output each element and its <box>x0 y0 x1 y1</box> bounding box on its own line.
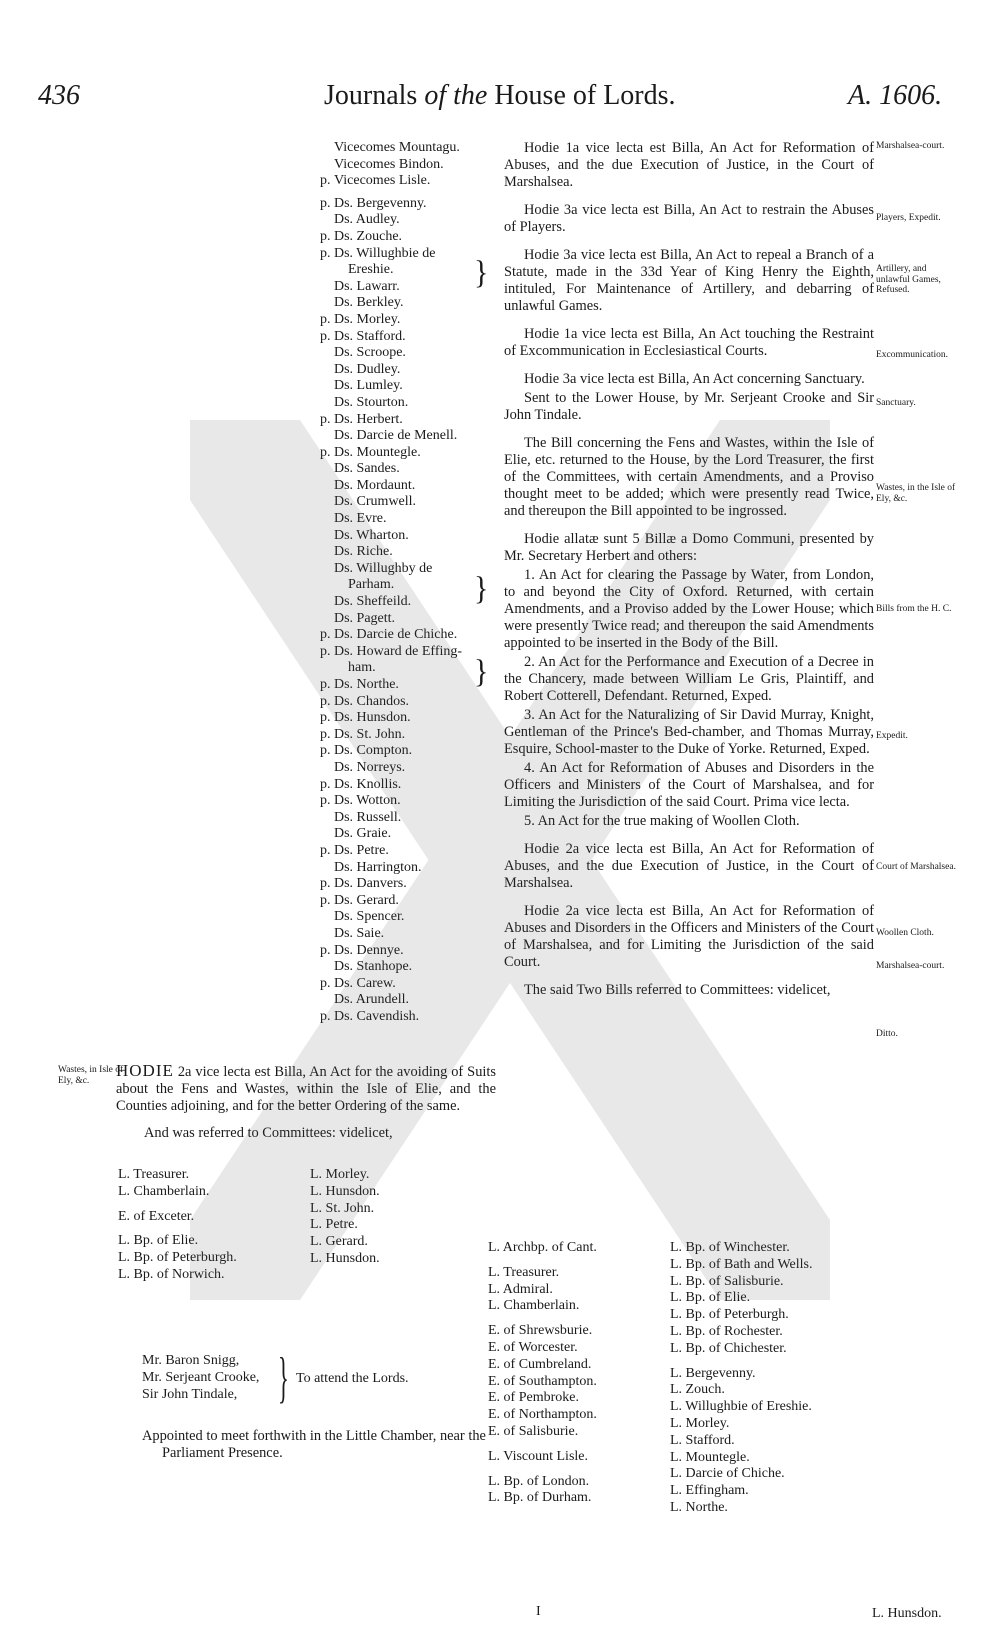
lord-entry <box>320 860 500 877</box>
entry-artillery: Hodie 3a vice lecta est Billa, An Act to repeal a Branch of a Statute, made in the 33d Year of King Henry the Eighth, intituled, For Maintenance of Artillery, and debarring of unlawful Games. <box>504 247 874 314</box>
present-mark: p. <box>320 842 331 858</box>
committee-member: L. Northe. <box>670 1499 728 1515</box>
lord-name: Ds. Sandes. <box>334 461 400 477</box>
lord-name: Ds. Mordaunt. <box>334 477 416 493</box>
committee-member: L. Archbp. of Cant. <box>488 1240 597 1255</box>
committee-member: L. Gerard. <box>310 1234 368 1250</box>
brace: } <box>474 652 489 690</box>
lord-entry <box>320 173 500 190</box>
committee-member <box>670 1358 813 1366</box>
lord-entry <box>320 727 500 744</box>
lord-name: Vicecomes Bindon. <box>334 156 444 172</box>
lord-name: Ds. Northe. <box>334 677 399 692</box>
lord-name: Ds. Zouche. <box>334 228 403 244</box>
lord-entry <box>320 694 500 711</box>
year: A. 1606. <box>848 80 943 111</box>
margin-note-artillery: Artillery, and unlawful Games, Refused. <box>876 264 941 295</box>
lord-name: Ds. Willughby de <box>334 560 433 576</box>
lord-entry <box>320 959 500 976</box>
lord-name: Ds. Dudley. <box>334 361 401 377</box>
lord-name: Ds. Scroope. <box>334 345 406 361</box>
lord-entry <box>320 677 500 694</box>
lord-entry <box>320 345 500 362</box>
present-mark: p. <box>320 793 331 809</box>
committee-member: L. Stafford. <box>670 1432 735 1448</box>
lord-entry <box>320 760 500 777</box>
lord-name: Vicecomes Mountagu. <box>334 140 460 155</box>
committee-member: E. of Worcester. <box>488 1339 578 1355</box>
committee-member: L. Darcie of Chiche. <box>670 1466 785 1482</box>
present-mark: p. <box>320 743 331 759</box>
margin-note-players: Players, Expedit. <box>876 213 941 223</box>
present-mark: p. <box>320 710 331 726</box>
lord-entry <box>320 843 500 860</box>
lord-name: Vicecomes Lisle. <box>334 173 431 189</box>
attendant-names <box>142 1352 259 1403</box>
committee-member: L. Willughbie of Ereshie. <box>670 1399 812 1415</box>
bill-item-1: 1. An Act for clearing the Passage by Water, from London, to and beyond the City of Oxford. Returned, with certain Amendments, and a Proviso added by the Lower House; which were presently Twice read; and thereupon the said Amendments appointed to be inserted in the Body of the Bill. <box>504 567 874 651</box>
lord-name: Ds. Arundell. <box>334 992 410 1008</box>
lord-entry <box>320 157 500 174</box>
present-mark: p. <box>320 328 331 344</box>
running-header <box>0 80 992 120</box>
committee-member <box>488 1257 597 1265</box>
present-mark: p. <box>320 942 331 958</box>
present-mark: p. <box>320 411 331 427</box>
lord-name: Ds. Howard de Effing- <box>334 643 463 659</box>
lord-name: Ds. Lumley. <box>334 378 403 394</box>
entry-marshalsea-2: Hodie 2a vice lecta est Billa, An Act for Reformation of Abuses, and the due Execution of Justice, in the Court of Marshalsea. <box>504 841 874 891</box>
lord-name: Ds. Audley. <box>334 212 400 228</box>
margin-note-wastes: Wastes, in the Isle of Ely, &c. <box>876 483 956 504</box>
present-mark: p. <box>320 1008 331 1024</box>
committee-member: L. Chamberlain. <box>488 1298 580 1314</box>
present-mark: p. <box>320 173 331 189</box>
committee-member: E. of Pembroke. <box>488 1390 579 1406</box>
lord-name: Ds. Herbert. <box>334 411 403 427</box>
margin-note-marshalsea-2: Marshalsea-court. <box>876 961 945 971</box>
committee-member: L. Bp. of Norwich. <box>118 1266 225 1282</box>
committee-member <box>488 1466 597 1474</box>
committee-member: L. Bp. of Elie. <box>670 1290 751 1306</box>
entry-players: Hodie 3a vice lecta est Billa, An Act to restrain the Abuses of Players. <box>504 202 874 235</box>
lord-entry <box>320 140 500 157</box>
lord-name: Ds. Knollis. <box>334 776 402 792</box>
present-mark: p. <box>320 776 331 792</box>
lord-name: Ds. Hunsdon. <box>334 710 411 726</box>
lord-entry <box>320 876 500 893</box>
committee-member: Sir John Tindale, <box>142 1387 238 1402</box>
entry-marshalsea-3: Hodie 2a vice lecta est Billa, An Act for Reformation of Abuses and Disorders in the Officers and Ministers of the Court of Marshalsea, and for Limiting the Jurisdiction of the said Court. <box>504 903 874 970</box>
lord-entry <box>320 909 500 926</box>
lord-entry <box>320 926 500 943</box>
lord-entry <box>320 196 500 213</box>
committee-member: L. Petre. <box>310 1217 358 1233</box>
lord-entry <box>320 395 500 412</box>
catchword: L. Hunsdon. <box>872 1606 942 1621</box>
entry-referred: The said Two Bills referred to Committees: videlicet, <box>524 982 831 998</box>
lords-present-list <box>320 140 500 1025</box>
margin-note-wastes-left: Wastes, in Isle of Ely, &c. <box>58 1065 124 1086</box>
lord-entry <box>320 976 500 993</box>
lord-entry <box>320 644 500 661</box>
lord-name: Ds. Mountegle. <box>334 444 421 460</box>
journal-title: Journals of the House of Lords. <box>324 80 676 111</box>
lord-entry <box>320 826 500 843</box>
lord-entry <box>320 478 500 495</box>
committee-member: E. of Cumbreland. <box>488 1356 592 1372</box>
lord-name: Ds. Norreys. <box>334 759 406 775</box>
lord-name: Ds. Harrington. <box>334 859 422 875</box>
lord-entry <box>320 710 500 727</box>
fens-bill-paragraph: HODIE 2a vice lecta est Billa, An Act for the avoiding of Suits about the Fens and Wastes, within the Isle of Elie, and the Counties adjoining, and for the better Ordering of the same. <box>116 1061 496 1114</box>
lord-entry <box>320 528 500 545</box>
entry-marshalsea-1: Hodie 1a vice lecta est Billa, An Act for Reformation of Abuses, and the due Execution of Justice, in the Court of Marshalsea. <box>504 140 874 190</box>
margin-note-expedit: Expedit. <box>876 731 908 741</box>
committee-member: L. Bp. of Peterburgh. <box>118 1250 237 1266</box>
lord-entry: ham. <box>348 660 376 676</box>
margin-note-woollen: Woollen Cloth. <box>876 928 934 938</box>
committee-member: L. Bp. of Rochester. <box>670 1323 783 1339</box>
fens-committee-col-a <box>118 1167 237 1284</box>
signature-mark: I <box>536 1604 541 1619</box>
lord-entry <box>320 295 500 312</box>
lord-entry: Ereshie. <box>348 262 394 278</box>
committee-right-col-b <box>670 1240 813 1517</box>
committee-member: L. Viscount Lisle. <box>488 1448 589 1464</box>
lord-entry <box>320 362 500 379</box>
committee-member <box>488 1315 597 1323</box>
lord-entry <box>320 329 500 346</box>
lord-entry <box>320 445 500 462</box>
committee-member: L. Zouch. <box>670 1382 725 1398</box>
lord-name: Ds. Chandos. <box>334 693 410 709</box>
lord-name: Ds. Petre. <box>334 842 389 858</box>
lord-entry <box>320 511 500 528</box>
appointed-note: Appointed to meet forthwith in the Little Chamber, near the Parliament Presence. <box>142 1428 486 1461</box>
committee-member: L. Morley. <box>670 1415 730 1431</box>
committee-member: L. Bp. of Elie. <box>118 1233 199 1249</box>
lord-entry <box>320 893 500 910</box>
committee-member: L. Hunsdon. <box>310 1250 380 1266</box>
lord-name: Ds. Danvers. <box>334 876 407 892</box>
lord-name: Ds. Gerard. <box>334 892 399 908</box>
committee-member: L. Bp. of Chichester. <box>670 1340 787 1356</box>
margin-note-sanctuary: Sanctuary. <box>876 398 916 408</box>
bill-item-4: 4. An Act for Reformation of Abuses and Disorders in the Officers and Ministers of the Court of Marshalsea, and for Limiting the Jurisdiction of the said Court. Prima vice lecta. <box>504 760 874 810</box>
committee-right-col-a <box>488 1240 597 1507</box>
lord-name: Ds. St. John. <box>334 726 406 742</box>
present-mark: p. <box>320 195 331 211</box>
committee-member: L. Admiral. <box>488 1281 553 1297</box>
bill-item-5: 5. An Act for the true making of Woollen Cloth. <box>524 813 800 829</box>
lord-name: Ds. Stourton. <box>334 394 409 410</box>
present-mark: p. <box>320 677 331 692</box>
entry-sent-lower-house: Sent to the Lower House, by Mr. Serjeant Crooke and Sir John Tindale. <box>504 390 874 423</box>
lord-entry <box>320 279 500 296</box>
margin-note-ditto: Ditto. <box>876 1029 898 1039</box>
present-mark: p. <box>320 693 331 709</box>
lord-name: Ds. Evre. <box>334 511 387 527</box>
committee-member: L. Treasurer. <box>118 1167 190 1182</box>
committee-member: L. Hunsdon. <box>310 1183 380 1199</box>
lord-name: Ds. Stanhope. <box>334 959 413 975</box>
fens-bill-entry <box>116 1062 496 1152</box>
lord-name: Ds. Graie. <box>334 826 392 842</box>
lord-name: Ds. Willughbie de <box>334 245 436 261</box>
present-mark: p. <box>320 726 331 742</box>
lord-name: Ds. Saie. <box>334 925 385 941</box>
committee-member: Mr. Baron Snigg, <box>142 1353 240 1368</box>
committee-member: L. Bp. of Salisburie. <box>670 1273 784 1289</box>
present-mark: p. <box>320 876 331 892</box>
present-mark: p. <box>320 311 331 327</box>
entry-fens-wastes: The Bill concerning the Fens and Wastes, within the Isle of Elie, etc. returned to the House, by the Lord Treasurer, the first of the Committees, with certain Amendments, and a Proviso thought meet to be added; which were presently read Twice, and thereupon the Bill appointed to be ingrossed. <box>504 435 874 519</box>
lord-name: Ds. Crumwell. <box>334 494 417 510</box>
lord-name: Ds. Wotton. <box>334 793 401 809</box>
present-mark: p. <box>320 228 331 244</box>
lord-entry <box>320 544 500 561</box>
committee-member: L. Morley. <box>310 1167 370 1182</box>
entry-excommunication: Hodie 1a vice lecta est Billa, An Act touching the Restraint of Excommunication in Ecclesiastical Courts. <box>504 326 874 359</box>
committee-member: L. Bp. of Durham. <box>488 1490 592 1506</box>
lord-name: Ds. Morley. <box>334 311 401 327</box>
lord-entry <box>320 212 500 229</box>
lord-name: Ds. Russell. <box>334 809 402 825</box>
lord-entry <box>320 627 500 644</box>
fens-referred: And was referred to Committees: videlicet, <box>144 1125 393 1141</box>
lord-entry <box>320 594 500 611</box>
committee-member: L. Bergevenny. <box>670 1365 756 1381</box>
lord-entry <box>320 777 500 794</box>
committee-member: E. of Southampton. <box>488 1373 597 1389</box>
lord-entry <box>320 461 500 478</box>
committee-member: L. Bp. of Peterburgh. <box>670 1307 789 1323</box>
lord-entry <box>320 793 500 810</box>
committee-member <box>118 1201 237 1209</box>
lord-name: Ds. Spencer. <box>334 909 405 925</box>
fens-committee-col-b <box>310 1167 380 1268</box>
present-mark: p. <box>320 975 331 991</box>
bill-item-3: 3. An Act for the Naturalizing of Sir David Murray, Knight, Gentleman of the Prince's Bed-chamber, and Thomas Murray, Esquire, School-master to the Duke of Yorke. Returned, Exped. <box>504 707 874 757</box>
committee-member: L. St. John. <box>310 1200 375 1216</box>
lord-name: Ds. Compton. <box>334 743 413 759</box>
lord-name: Ds. Cavendish. <box>334 1008 420 1024</box>
lord-name: Ds. Berkley. <box>334 295 404 311</box>
lord-name: Ds. Wharton. <box>334 527 409 543</box>
margin-note-excommunication: Excommunication. <box>876 350 949 360</box>
committee-member: Mr. Serjeant Crooke, <box>142 1370 260 1385</box>
lord-name: Ds. Sheffeild. <box>334 594 412 610</box>
lord-entry <box>320 992 500 1009</box>
committee-member: L. Bp. of Winchester. <box>670 1240 790 1255</box>
committee-member: L. Bp. of Bath and Wells. <box>670 1256 813 1272</box>
lord-entry <box>320 743 500 760</box>
page-number: 436 <box>38 80 80 111</box>
attendants-block <box>142 1347 502 1412</box>
present-mark: p. <box>320 627 331 643</box>
lord-entry <box>320 229 500 246</box>
lord-name: Ds. Bergevenny. <box>334 195 427 211</box>
committee-member: L. Chamberlain. <box>118 1183 210 1199</box>
lord-entry <box>320 428 500 445</box>
lord-name: Ds. Dennye. <box>334 942 404 958</box>
lord-entry <box>320 312 500 329</box>
margin-note-marshalsea: Marshalsea-court. <box>876 141 945 151</box>
lord-entry <box>320 494 500 511</box>
attend-label: To attend the Lords. <box>296 1371 409 1386</box>
lord-name: Ds. Darcie de Menell. <box>334 428 458 444</box>
brace: } <box>278 1347 289 1409</box>
entry-sanctuary: Hodie 3a vice lecta est Billa, An Act concerning Sanctuary. <box>524 371 865 387</box>
committee-member: L. Treasurer. <box>488 1264 560 1280</box>
lord-entry <box>320 412 500 429</box>
margin-note-court: Court of Marshalsea. <box>876 862 956 872</box>
committee-member: L. Bp. of London. <box>488 1473 590 1489</box>
lord-entry <box>320 246 500 263</box>
bill-item-2: 2. An Act for the Performance and Execution of a Decree in the Chancery, made between William Le Gris, Plaintiff, and Robert Cotterell, Defendant. Returned, Exped. <box>504 654 874 704</box>
brace: } <box>474 569 489 607</box>
lord-entry <box>320 561 500 578</box>
lord-entry <box>320 611 500 628</box>
committee-member: E. of Salisburie. <box>488 1423 579 1439</box>
present-mark: p. <box>320 245 331 261</box>
lord-name: Ds. Riche. <box>334 544 393 560</box>
lord-entry <box>320 943 500 960</box>
committee-member: L. Mountegle. <box>670 1449 750 1465</box>
present-mark: p. <box>320 444 331 460</box>
lord-entry <box>320 810 500 827</box>
lord-name: Ds. Pagett. <box>334 610 396 626</box>
committee-member <box>488 1441 597 1449</box>
brace: } <box>474 254 489 291</box>
present-mark: p. <box>320 892 331 908</box>
lord-entry: Parham. <box>348 577 395 593</box>
lord-name: Ds. Stafford. <box>334 328 406 344</box>
committee-member <box>118 1225 237 1233</box>
committee-member: E. of Northampton. <box>488 1407 597 1423</box>
lord-entry <box>320 1009 500 1026</box>
committee-member: E. of Exceter. <box>118 1208 195 1224</box>
margin-note-bills: Bills from the H. C. <box>876 604 952 614</box>
right-column <box>504 140 874 1010</box>
lord-name: Ds. Lawarr. <box>334 278 400 294</box>
lord-name: Ds. Darcie de Chiche. <box>334 627 458 643</box>
entry-bills-brought: Hodie allatæ sunt 5 Billæ a Domo Communi, presented by Mr. Secretary Herbert and others: <box>504 531 874 564</box>
committee-member: E. of Shrewsburie. <box>488 1323 593 1339</box>
present-mark: p. <box>320 643 331 659</box>
lord-name: Ds. Carew. <box>334 975 396 991</box>
lord-entry <box>320 378 500 395</box>
committee-member: L. Effingham. <box>670 1483 749 1499</box>
